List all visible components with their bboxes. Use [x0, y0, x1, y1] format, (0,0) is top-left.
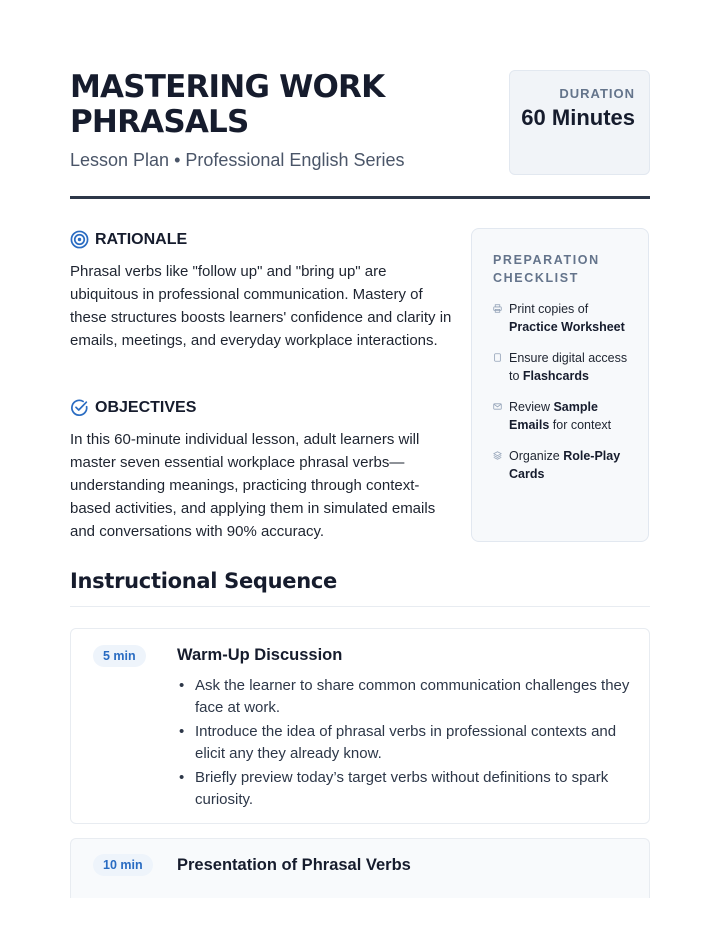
checklist-item [493, 448, 634, 483]
objectives-heading [70, 398, 196, 417]
sequence-title: Instructional Sequence [70, 569, 337, 593]
list-item: • Briefly preview today’s target verbs without definitions to spark curiosity. [195, 767, 635, 811]
printer-icon [493, 304, 503, 313]
rationale-heading [70, 230, 187, 249]
step-card-warm-up [70, 628, 650, 824]
target-icon [70, 230, 89, 249]
page-title: MASTERING WORK PHRASALS [70, 69, 385, 140]
step-bullet-list [195, 675, 635, 813]
checklist-item-text: Review Sample Emails for context [509, 400, 612, 432]
checklist-item-text: Organize Role-Play Cards [509, 449, 621, 481]
tablet-icon [493, 353, 503, 362]
step-time-badge: 10 min [93, 854, 153, 876]
lesson-header [70, 70, 650, 176]
checklist-item [493, 399, 634, 434]
list-item: • Ask the learner to share common communication challenges they face at work. [195, 675, 635, 719]
step-title: Warm-Up Discussion [177, 646, 343, 664]
checklist-item-text: Print copies of Practice Worksheet [509, 302, 625, 334]
check-circle-icon [70, 398, 89, 417]
page-subtitle: Lesson Plan • Professional English Series [70, 150, 405, 170]
objectives-text: In this 60-minute individual lesson, adult learners will master seven essential workplace phrasal verbs—understanding meanings, practicing through context-based activities, and applying them in simulated emails and conversations with 90% accuracy. [70, 431, 436, 540]
duration-label: DURATION [559, 86, 635, 101]
layers-icon [493, 451, 503, 460]
objectives-heading-text: OBJECTIVES [95, 398, 197, 416]
list-item: • Introduce the idea of phrasal verbs in professional contexts and elicit any they already know. [195, 721, 635, 765]
step-title: Presentation of Phrasal Verbs [177, 856, 411, 874]
step-time-badge: 5 min [93, 645, 146, 667]
duration-card [509, 70, 650, 175]
mail-icon [493, 402, 503, 411]
duration-value: 60 Minutes [521, 105, 635, 130]
checklist-title: PREPARATION CHECKLIST [493, 253, 600, 285]
checklist-item [493, 301, 634, 336]
step-card-presentation [70, 838, 650, 898]
checklist-item-text: Ensure digital access to Flashcards [509, 351, 628, 383]
preparation-checklist [471, 228, 649, 542]
sequence-divider [70, 606, 650, 607]
rationale-text: Phrasal verbs like "follow up" and "bring up" are ubiquitous in professional communication. Mastery of these structures boosts learners' confidence and clarity in emails, meetings, and everyday workplace interactions. [70, 263, 452, 349]
rationale-heading-text: RATIONALE [95, 230, 188, 248]
checklist-item [493, 350, 634, 385]
header-divider [70, 196, 650, 199]
